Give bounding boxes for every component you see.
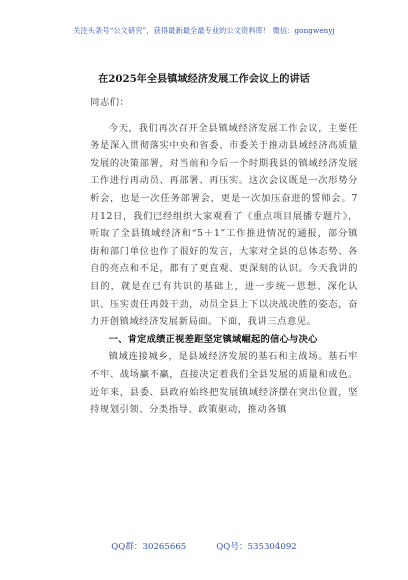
footer-qq: QQ号：535304092 [216, 542, 297, 552]
section-paragraph: 镇域连接城乡，是县域经济发展的基石和主战场。基石牢不牢、战场赢不赢，直接决定着我们全县发展的质量和成色。近年来，县委、县政府始终把发展镇域经济摆在突出位置，坚持规划引领、分类指导、政策驱动，推动各镇 [90, 351, 358, 416]
footer-qq-group: QQ群：30265665 [111, 542, 187, 552]
greeting: 同志们： [90, 97, 130, 108]
document-title: 在2025年全县镇域经济发展工作会议上的讲话 [98, 73, 310, 85]
body-paragraph: 今天，我们再次召开全县镇域经济发展工作会议，主要任务是深入贯彻落实中央和省委、市委关于推动县域经济高质量发展的决策部署，对当前和今后一个时期我县的镇域经济发展工作进行再动员、再部署、再压实。这次会议既是一次形势分析会，也是一次任务部署会，更是一次加压奋进的誓师会。7月12日，我们已经组织大家观看了《重点项目展播专题片》，听取了全县镇域经济和“5＋1”工作推进情况的通报，部分镇街和部门单位也作了很好的发言，大家对全县的总体态势、各自的亮点和不足，都有了更直观、更深刻的认识。今天我讲的目的，就是在已有共识的基础上，进一步统一思想、深化认识、压实责任再鼓干劲，动员全县上下以决战决胜的姿态，奋力开创镇域经济发展新局面。下面，我讲三点意见。 [90, 122, 358, 328]
header-banner: 关注头条号“公文研究”，获得最新最全最专业的公文资料库！ 微信：gongwenyj [73, 26, 335, 35]
footer [0, 540, 408, 552]
section-heading: 一、肯定成绩正视差距坚定镇域崛起的信心与决心 [108, 333, 318, 345]
document-body [90, 94, 358, 419]
